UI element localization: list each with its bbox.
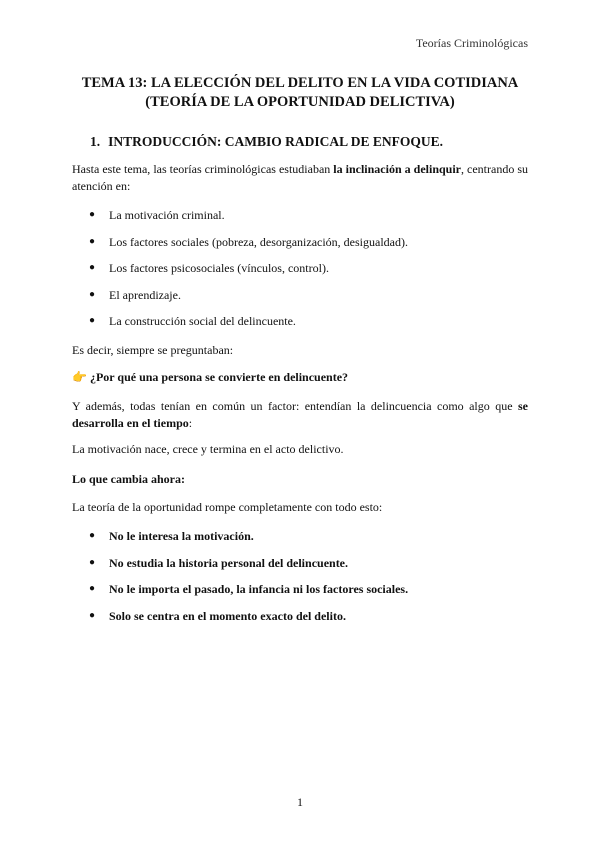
bullet-icon: ● <box>89 209 96 220</box>
list-item-text: Los factores sociales (pobreza, desorganización, desigualdad). <box>109 234 408 249</box>
common-factor-before: Y además, todas tenían en común un factor: entendían la delincuencia como algo que <box>72 399 518 413</box>
common-factor-paragraph <box>72 398 528 432</box>
break-list <box>72 528 528 634</box>
title-line-1: TEMA 13: LA ELECCIÓN DEL DELITO EN LA VIDA COTIDIANA <box>81 75 519 91</box>
bullet-icon: ● <box>89 556 96 568</box>
document-title <box>60 74 540 112</box>
focus-list <box>72 207 528 340</box>
running-header: Teorías Criminológicas <box>415 36 528 50</box>
list-item-text: No le interesa la motivación. <box>109 529 254 543</box>
question-intro: Es decir, siempre se preguntaban: <box>72 343 234 357</box>
common-factor-bold: se desarrolla en el tiempo <box>72 399 528 430</box>
section-heading-text: INTRODUCCIÓN: CAMBIO RADICAL DE ENFOQUE. <box>108 134 444 149</box>
list-item-text: Los factores psicosociales (vínculos, control). <box>109 261 329 275</box>
bullet-icon: ● <box>89 583 96 594</box>
pointing-hand-icon: 👉 <box>72 370 87 384</box>
bullet-icon: ● <box>89 315 96 326</box>
key-question <box>72 369 528 386</box>
list-item-text: No le importa el pasado, la infancia ni los factores sociales. <box>109 582 409 596</box>
list-item <box>72 581 528 608</box>
list-item <box>72 207 528 234</box>
page-number: 1 <box>297 795 303 809</box>
list-item <box>72 260 528 287</box>
title-line-2: (TEORÍA DE LA OPORTUNIDAD DELICTIVA) <box>145 94 455 110</box>
intro-text-before: Hasta este tema, las teorías criminológicas estudiaban <box>72 162 334 176</box>
list-item <box>72 313 528 340</box>
intro-bold-text: la inclinación a delinquir <box>333 162 462 176</box>
key-question-text: ¿Por qué una persona se convierte en delincuente? <box>89 370 349 384</box>
list-item-text: El aprendizaje. <box>109 287 181 302</box>
list-item-text: No estudia la historia personal del delincuente. <box>109 555 349 570</box>
section-heading <box>90 134 443 150</box>
bullet-icon: ● <box>89 288 96 300</box>
bullet-icon: ● <box>89 262 96 273</box>
list-item-text: Solo se centra en el momento exacto del delito. <box>109 608 346 623</box>
section-number: 1. <box>90 134 101 149</box>
list-item <box>72 608 528 635</box>
intro-paragraph <box>72 161 528 195</box>
list-item-text: La construcción social del delincuente. <box>109 314 296 328</box>
motivation-sentence: La motivación nace, crece y termina en el acto delictivo. <box>72 442 344 456</box>
list-item <box>72 528 528 555</box>
bullet-icon: ● <box>89 530 96 541</box>
bullet-icon: ● <box>89 609 96 621</box>
break-sentence: La teoría de la oportunidad rompe completamente con todo esto: <box>72 500 383 514</box>
common-factor-after: : <box>188 416 193 430</box>
bullet-icon: ● <box>89 235 96 247</box>
list-item <box>72 555 528 582</box>
change-heading: Lo que cambia ahora: <box>72 472 186 486</box>
intro-text-after: , centrando su atención en: <box>72 162 529 193</box>
list-item <box>72 234 528 261</box>
list-item <box>72 287 528 314</box>
list-item-text: La motivación criminal. <box>109 208 225 222</box>
